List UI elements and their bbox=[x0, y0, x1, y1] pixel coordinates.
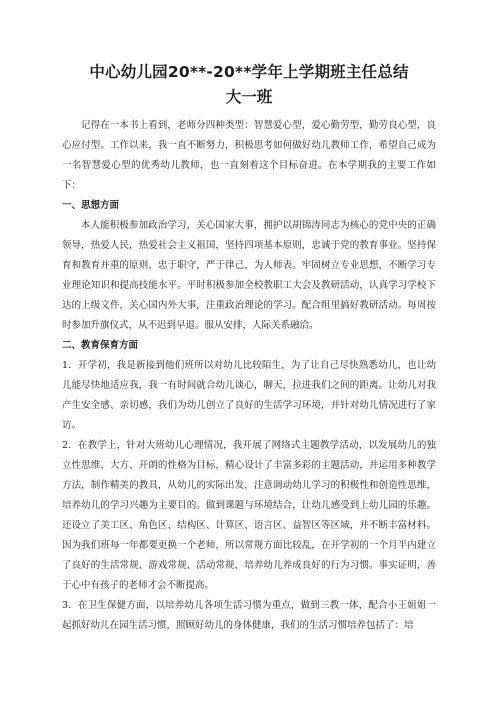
education-item-3: 3．在卫生保健方面，以培养幼儿各项生活习惯为重点，做到三教一体，配合小王姐姐一起抓好幼儿在园生活习惯，照顾好幼儿的身体健康，我们的生活习惯培养包括了：培 bbox=[62, 600, 436, 631]
education-item-1: 1．开学初，我是新接到他们班所以对幼儿比较陌生，为了让自己尽快熟悉幼儿，也让幼儿能尽快地适应我，我一有时间就合幼儿谈心，聊天，拉进我们之间的距离。让幼儿对我产生安全感、亲切感，我们为幼儿创立了良好的生活学习环境，并针对幼儿情况进行了家访。 bbox=[62, 360, 436, 431]
class-name-subtitle: 大一班 bbox=[225, 88, 273, 106]
ideology-paragraph: 本人能积极参加政治学习，关心国家大事，拥护以胡锦涛同志为核心的党中央的正确领导，热爱人民，热爱社会主义祖国，坚持四项基本原则，忠诚于党的教育事业。坚持保育和教育并重的原则，忠于职守，严于律己，为人师表。牢固树立专业思想，不断学习专业理论知识和提高技能水平。平时积极参加全校教职工大会及教研活动，认真学习学校下达的上级文件，关心国内外大事，注重政治理论的学习。配合组里搞好教研活动。每周按时参加升旗仪式，从不迟到早退。服从安排，人际关系融洽。 bbox=[62, 220, 436, 331]
education-item-2: 2．在教学上，针对大班幼儿心理情况，我开展了网络式主题教学活动，以发展幼儿的独立性思维、大方、开朗的性格为目标，精心设计了丰富多彩的主题活动，并运用多种教学方法，制作精美的教具，从幼儿的实际出发，注意调动幼儿学习的积极性和创造性思维，培养幼儿的学习兴趣为主要目的。做到课题与环境结合，让幼儿感受到上幼儿园的乐趣。还设立了美工区、角色区、结构区、计算区、语言区、益智区等区域，并不断丰富材料。因为我们班每一年都要更换一个老师，所以常规方面比较乱，在开学初的一个月半内建立了良好的生活常规、游戏常规、活动常规，培养幼儿养成良好的行为习惯。事实证明，善于心中有孩子的老师才会不断提高。 bbox=[62, 440, 436, 591]
section-heading-education: 二、教育保育方面 bbox=[62, 340, 139, 351]
section-heading-ideology: 一、思想方面 bbox=[62, 200, 120, 211]
document-title: 中心幼儿园20**-20**学年上学期班主任总结 bbox=[89, 63, 409, 81]
intro-paragraph: 记得在一本书上看到，老师分四种类型：智慧爱心型，爱心勤劳型，勤劳良心型，良心应付型。工作以来，我一直不断努力，积极思考如何做好幼儿教师工作，希望自己成为一名智慧爱心型的优秀幼儿教师，也一直刻着这个目标奋进。在本学期我的主要工作如下： bbox=[62, 120, 436, 191]
